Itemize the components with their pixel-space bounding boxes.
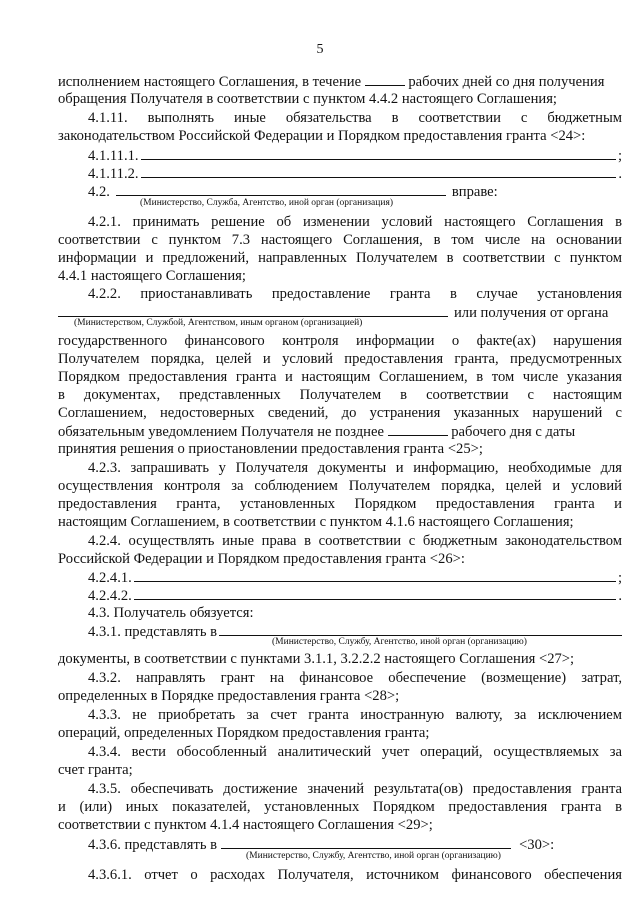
paragraph-line: операций, определенных Порядком предоставления гранта; — [58, 725, 430, 741]
field-caption: (Министерство, Службу, Агентство, иной орган (организацию) — [246, 851, 501, 861]
paragraph-line: 4.2.1. принимать решение об изменении условий настоящего Соглашения в — [88, 214, 622, 230]
paragraph-line: 4.2.3. запрашивать у Получателя документы и информацию, необходимые для — [88, 460, 622, 476]
paragraph-line: принятия решения о приостановлении предоставления гранта <25>; — [58, 441, 483, 457]
paragraph-line: Получателем порядка, целей и условий предоставления гранта, предусмотренных — [58, 351, 622, 367]
blank-field[interactable] — [116, 182, 446, 196]
field-caption: (Министерство, Служба, Агентство, иной орган (организация) — [140, 198, 393, 208]
paragraph-line: информации и предложений, направленных Получателем в соответствии с пунктом — [58, 250, 622, 266]
paragraph-line: государственного финансового контроля информации о факте(ах) нарушения — [58, 333, 622, 349]
paragraph-line: 4.4.1 настоящего Соглашения; — [58, 268, 246, 284]
paragraph-line: в документах, представленных Получателем в соответствии с настоящим — [58, 387, 622, 403]
paragraph-line: 4.3.3. не приобретать за счет гранта иностранную валюту, за исключением — [88, 707, 622, 723]
paragraph-line: обращения Получателя в соответствии с пунктом 4.4.2 настоящего Соглашения; — [58, 91, 557, 107]
paragraph-line: определенных в Порядке предоставления гранта <28>; — [58, 688, 400, 704]
blank-field[interactable] — [58, 303, 448, 317]
paragraph-line: соответствии с пунктом 4.1.4 настоящего Соглашения <29>; — [58, 817, 433, 833]
blank-field[interactable] — [219, 622, 622, 636]
paragraph-line — [58, 422, 622, 440]
paragraph-line: счет гранта; — [58, 762, 133, 778]
paragraph-line: осуществления контроля за соблюдением Получателем порядка, целей и условий — [58, 478, 622, 494]
page-number: 5 — [316, 42, 324, 57]
line-text: исполнением настоящего Соглашения, в течение — [58, 74, 362, 90]
paragraph-line: Соглашением, недостоверных сведений, до устранения указанных нарушений с — [58, 405, 622, 421]
fill-in-line — [88, 586, 622, 604]
blank-field[interactable] — [134, 568, 616, 582]
blank-field[interactable] — [141, 164, 617, 178]
blank-field[interactable] — [388, 422, 448, 436]
paragraph-line: 4.3.6.1. отчет о расходах Получателя, источником финансового обеспечения — [88, 867, 622, 883]
punctuation: ; — [617, 570, 622, 586]
paragraph-line: предоставления гранта, установленных Порядком предоставления гранта и — [58, 496, 622, 512]
field-caption: (Министерством, Службой, Агентством, иным органом (организацией) — [74, 318, 363, 328]
item-label: 4.2.4.2. — [88, 588, 132, 604]
paragraph-line: соответствии с пунктом 7.3 настоящего Соглашения, в том числе на основании — [58, 232, 622, 248]
paragraph-line: 4.3.4. вести обособленный аналитический учет операций, осуществляемых за — [88, 744, 622, 760]
paragraph-line: 4.1.11. выполнять иные обязательства в соответствии с бюджетным — [88, 110, 622, 126]
line-text: рабочих дней со дня получения — [408, 74, 605, 90]
paragraph-line — [58, 72, 622, 90]
item-label: 4.2.4.1. — [88, 570, 132, 586]
punctuation: . — [618, 588, 622, 604]
blank-field[interactable] — [221, 835, 511, 849]
fill-in-line — [88, 568, 622, 586]
paragraph-line: Порядком предоставления гранта и настоящим Соглашением, в том числе указания — [58, 369, 622, 385]
paragraph-line: законодательством Российской Федерации и Порядком предоставления гранта <24>: — [58, 128, 586, 144]
paragraph-line: и (или) иных показателей, установленных Порядком предоставления гранта в — [58, 799, 622, 815]
punctuation: ; — [617, 148, 622, 164]
paragraph-line: 4.3.2. направлять грант на финансовое обеспечение (возмещение) затрат, — [88, 670, 622, 686]
line-text: рабочего дня с даты — [451, 424, 576, 440]
punctuation: . — [618, 166, 622, 182]
paragraph-line: 4.3.5. обеспечивать достижение значений результата(ов) предоставления гранта — [88, 781, 622, 797]
field-caption: (Министерство, Службу, Агентство, иной орган (организацию) — [272, 637, 527, 647]
item-label: 4.2. — [88, 184, 110, 200]
item-label: 4.3.6. представлять в — [88, 837, 218, 853]
paragraph-line: документы, в соответствии с пунктами 3.1.1, 3.2.2.2 настоящего Соглашения <27>; — [58, 651, 575, 667]
blank-field[interactable] — [141, 146, 616, 160]
blank-field[interactable] — [365, 72, 405, 86]
blank-field[interactable] — [134, 586, 617, 600]
line-text: вправе: — [451, 184, 498, 200]
line-text: обязательным уведомлением Получателя не позднее — [58, 424, 384, 440]
item-label: 4.1.11.1. — [88, 148, 139, 164]
line-text: или получения от органа — [454, 305, 609, 321]
paragraph-line: настоящим Соглашением, в соответствии с пунктом 4.1.6 настоящего Соглашения; — [58, 514, 574, 530]
paragraph-line: Российской Федерации и Порядком предоставления гранта <26>: — [58, 551, 465, 567]
paragraph-line: 4.2.4. осуществлять иные права в соответствии с бюджетным законодательством — [88, 533, 622, 549]
paragraph-line: 4.2.2. приостанавливать предоставление гранта в случае установления — [88, 286, 622, 302]
fill-in-line — [88, 146, 622, 164]
fill-in-line — [88, 164, 622, 182]
footnote-ref: <30>: — [519, 837, 555, 853]
paragraph-line: 4.3. Получатель обязуется: — [88, 605, 254, 621]
item-label: 4.3.1. представлять в — [88, 624, 218, 640]
item-label: 4.1.11.2. — [88, 166, 139, 182]
